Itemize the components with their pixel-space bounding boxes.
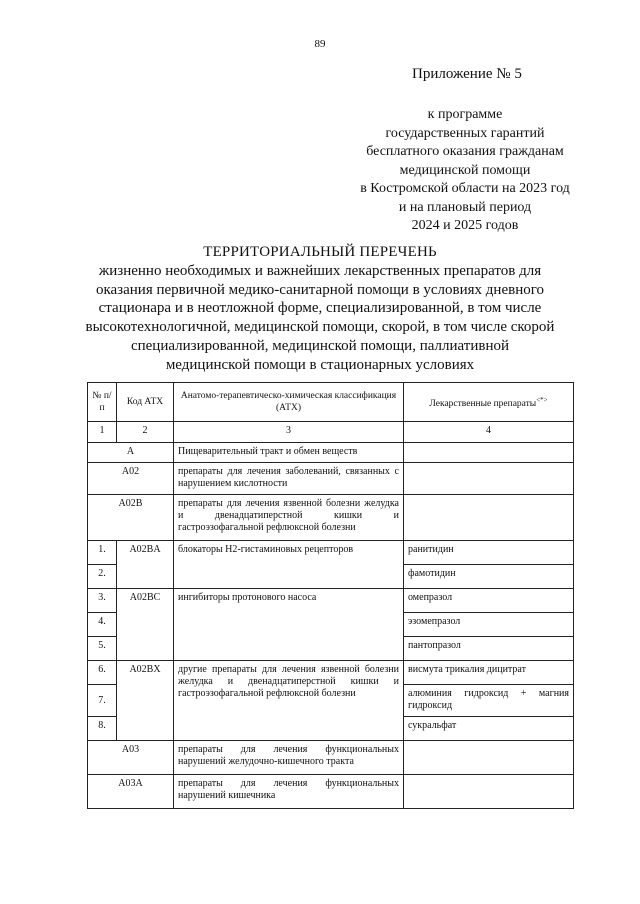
heading-line: медицинской помощи в стационарных условиях	[165, 356, 475, 373]
header-num: № п/п	[88, 383, 117, 422]
table-row	[88, 741, 574, 775]
header-drugs	[404, 383, 574, 422]
atc-code: A02B	[88, 495, 174, 541]
program-line: 2024 и 2025 годов	[411, 218, 519, 233]
header-code: Код АТХ	[117, 383, 174, 422]
column-number: 3	[174, 422, 404, 443]
table-row	[88, 775, 574, 809]
drug-name: сукральфат	[404, 717, 574, 741]
atc-code: A02	[88, 463, 174, 495]
drug-cell	[404, 443, 574, 463]
footnote-marker: <*>	[536, 395, 548, 404]
column-number: 1	[88, 422, 117, 443]
drug-name: ранитидин	[404, 541, 574, 565]
table-row	[88, 443, 574, 463]
heading-line: жизненно необходимых и важнейших лекарственных препаратов для	[98, 262, 542, 279]
program-line: и на плановый период	[398, 199, 532, 215]
program-reference	[340, 106, 590, 236]
document-heading	[80, 243, 560, 375]
drug-name: алюминия гидроксид + магния гидроксид	[404, 685, 574, 717]
drug-cell	[404, 463, 574, 495]
atc-description: препараты для лечения заболеваний, связанных с нарушением кислотности	[174, 463, 404, 495]
drug-cell	[404, 775, 574, 809]
atc-code: A02BA	[117, 541, 174, 589]
header-classification: Анатомо-терапевтическо-химическая классификация (АТХ)	[174, 383, 404, 422]
column-number-row	[88, 422, 574, 443]
table-row	[88, 495, 574, 541]
drug-cell	[404, 741, 574, 775]
row-number: 7.	[88, 685, 117, 717]
heading-line: специализированной, медицинской помощи, паллиативной	[130, 337, 510, 354]
drug-name: эзомепразол	[404, 613, 574, 637]
row-number: 1.	[88, 541, 117, 565]
atc-description: препараты для лечения функциональных нарушений кишечника	[174, 775, 404, 809]
atc-code: A	[88, 443, 174, 463]
program-line: в Костромской области на 2023 год	[360, 181, 570, 196]
atc-code: A02BC	[117, 589, 174, 661]
drug-name: висмута трикалия дицитрат	[404, 661, 574, 685]
atc-code: A03A	[88, 775, 174, 809]
drug-list-table	[87, 382, 574, 809]
program-line: бесплатного оказания гражданам	[366, 144, 564, 159]
drug-cell	[404, 495, 574, 541]
table-row	[88, 541, 574, 565]
row-number: 4.	[88, 613, 117, 637]
row-number: 2.	[88, 565, 117, 589]
drug-name: фамотидин	[404, 565, 574, 589]
heading-line: оказания первичной медико-санитарной помощи в условиях дневного	[95, 281, 545, 298]
heading-line: стационара и в неотложной форме, специализированной, в том числе	[98, 300, 542, 317]
drug-name: омепразол	[404, 589, 574, 613]
header-drugs-label: Лекарственные препараты	[429, 399, 537, 410]
appendix-title: Приложение № 5	[412, 66, 522, 82]
table-header-row	[88, 383, 574, 422]
atc-description: ингибиторы протонового насоса	[174, 589, 404, 661]
atc-description: Пищеварительный тракт и обмен веществ	[174, 443, 404, 463]
atc-description: другие препараты для лечения язвенной болезни желудка и двенадцатиперстной кишки и гастроэзофагальной рефлюксной болезни	[174, 661, 404, 741]
atc-code: A03	[88, 741, 174, 775]
column-number: 2	[117, 422, 174, 443]
drug-name: пантопразол	[404, 637, 574, 661]
row-number: 6.	[88, 661, 117, 685]
atc-description: блокаторы H2-гистаминовых рецепторов	[174, 541, 404, 589]
row-number: 3.	[88, 589, 117, 613]
heading-line: высокотехнологичной, медицинской помощи, скорой, в том числе скорой	[85, 319, 555, 336]
program-line: к программе	[427, 107, 503, 122]
program-line: государственных гарантий	[385, 125, 545, 141]
page-number: 89	[314, 38, 326, 50]
table-row	[88, 463, 574, 495]
table-row	[88, 661, 574, 685]
table-row	[88, 589, 574, 613]
document-title: ТЕРРИТОРИАЛЬНЫЙ ПЕРЕЧЕНЬ	[203, 244, 437, 260]
program-line: медицинской помощи	[399, 162, 531, 178]
atc-code: A02BX	[117, 661, 174, 741]
atc-description: препараты для лечения язвенной болезни желудка и двенадцатиперстной кишки и гастроэзофагальной рефлюксной болезни	[174, 495, 404, 541]
row-number: 5.	[88, 637, 117, 661]
column-number: 4	[404, 422, 574, 443]
row-number: 8.	[88, 717, 117, 741]
atc-description: препараты для лечения функциональных нарушений желудочно-кишечного тракта	[174, 741, 404, 775]
